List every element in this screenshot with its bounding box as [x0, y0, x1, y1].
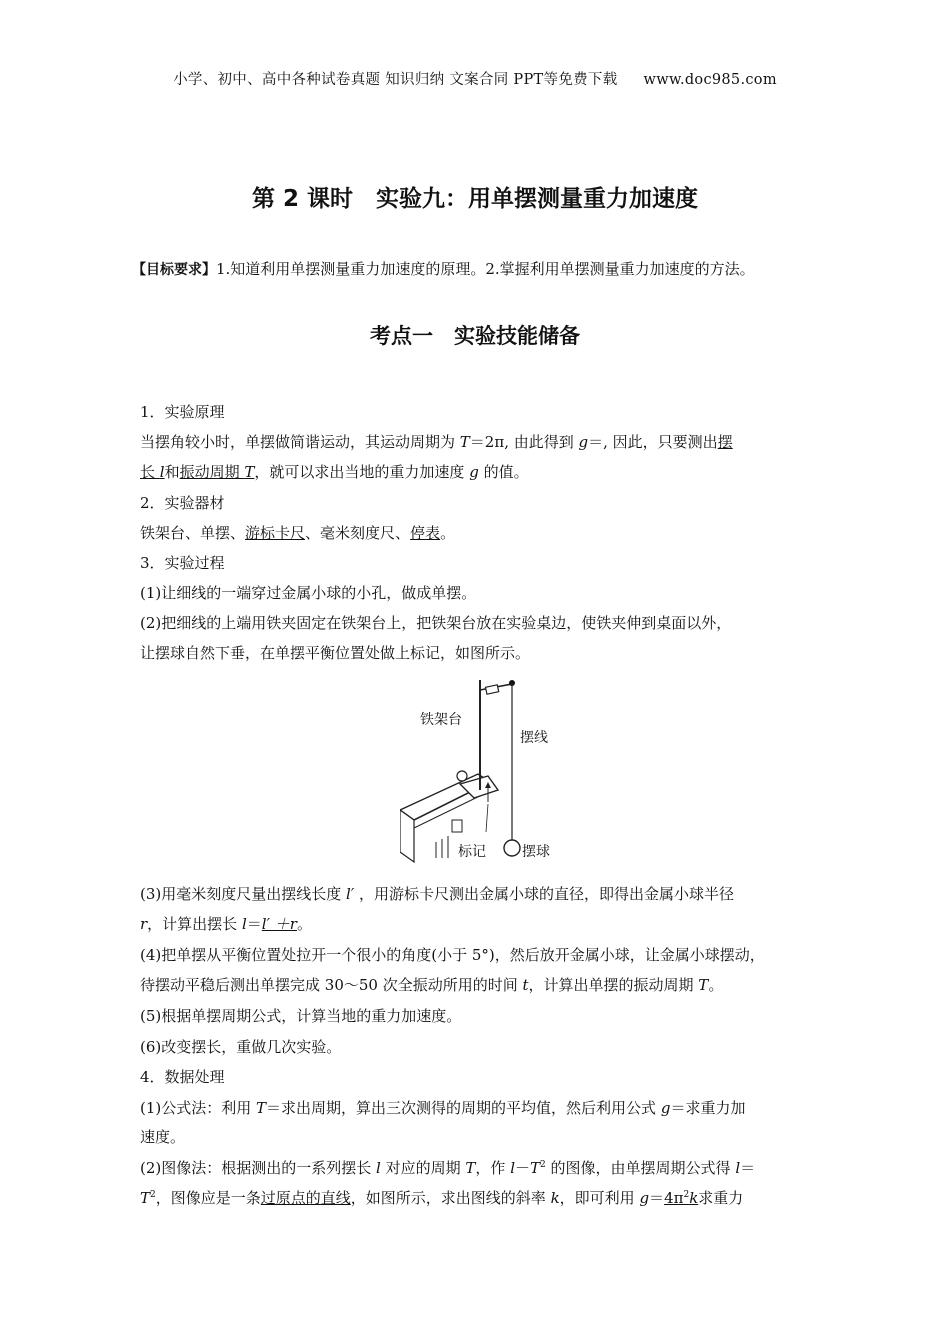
procedure-step-5: (5)根据单摆周期公式，计算当地的重力加速度。: [140, 1007, 462, 1025]
goal-tag: 【目标要求】: [132, 262, 216, 278]
var-T: T: [244, 463, 255, 481]
exponent: 2: [150, 1190, 156, 1200]
label-string: 摆线: [520, 730, 548, 746]
goal-line: [132, 258, 755, 279]
procedure-step-1: (1)让细线的一端穿过金属小球的小孔，做成单摆。: [140, 584, 477, 602]
underlined-text: 摆: [717, 433, 733, 451]
heading-equipment: 2．实验器材: [140, 494, 225, 512]
text: ＝求重力加: [670, 1099, 746, 1117]
label-ball: 摆球: [522, 844, 550, 860]
text: ，作: [475, 1159, 511, 1177]
procedure-step-6: (6)改变摆长，重做几次实验。: [140, 1038, 342, 1056]
text: ，如图所示，求出图线的斜率: [350, 1189, 551, 1207]
header-url[interactable]: www.doc985.com: [643, 72, 777, 88]
var-T: T: [256, 1099, 267, 1117]
text: ，即可利用: [559, 1189, 640, 1207]
underlined-straight-line: 过原点的直线: [260, 1189, 351, 1207]
mark-leader: [486, 804, 488, 832]
var-l: l: [735, 1159, 741, 1177]
text: 。: [708, 976, 724, 994]
underlined-pendulum-length: [140, 463, 165, 481]
label-mark: 标记: [458, 844, 486, 860]
text: ＝: [740, 1159, 756, 1177]
text: 求重力: [698, 1189, 744, 1207]
var-T: T: [459, 433, 470, 451]
page-header: [0, 68, 950, 89]
procedure-step-4a: (4)把单摆从平衡位置处拉开一个很小的角度(小于 5°)，然后放开金属小球，让金属小球摆动，: [140, 946, 765, 964]
var-l: l: [241, 915, 247, 933]
underlined-formula: l′ ＋r: [261, 915, 297, 933]
text: ＝: [246, 915, 262, 933]
var-l-prime: l′: [346, 885, 355, 903]
var-t: t: [522, 976, 529, 994]
text: 待摆动平稳后测出单摆完成 30～50 次全振动所用的时间: [140, 976, 523, 994]
procedure-step-4b: [140, 975, 723, 995]
var-k: k: [550, 1189, 560, 1207]
header-text: 小学、初中、高中各种试卷真题 知识归纳 文案合同 PPT等免费下载: [173, 72, 618, 88]
data-graph-line-1: [140, 1158, 755, 1178]
procedure-step-2b: 让摆球自然下垂，在单摆平衡位置处做上标记，如图所示。: [140, 644, 531, 662]
text: , 因此，只要测出: [603, 433, 718, 451]
heading-data-processing: 4．数据处理: [140, 1068, 225, 1086]
goal-text: 1.知道利用单摆测量重力加速度的原理。2.掌握利用单摆测量重力加速度的方法。: [216, 260, 755, 278]
pendulum-apparatus-figure: [400, 672, 570, 866]
data-graph-line-2: [140, 1188, 743, 1208]
base-screw: [457, 771, 467, 781]
text: (2)图像法：根据测出的一系列摆长: [140, 1159, 377, 1177]
principle-line-2: [140, 462, 529, 482]
text: －: [515, 1159, 531, 1177]
pendulum-bob: [504, 840, 520, 856]
data-formula-line-1: [140, 1098, 745, 1118]
text: 4π: [664, 1189, 684, 1207]
clamp-jaw: [486, 685, 499, 694]
text: ，图像应是一条: [155, 1189, 261, 1207]
text: , 由此得到: [504, 433, 579, 451]
equipment-line: [140, 523, 455, 543]
text: ＝: [588, 433, 604, 451]
var-g: g: [660, 1099, 671, 1117]
text: ，计算出单摆的振动周期: [528, 976, 699, 994]
text: 当摆角较小时，单摆做简谐运动，其运动周期为: [140, 433, 460, 451]
exponent: 2: [683, 1190, 690, 1200]
underlined-formula: [664, 1189, 698, 1207]
var-l: l: [159, 463, 165, 481]
text: (1)公式法：利用: [140, 1099, 257, 1117]
var-r: r: [140, 915, 148, 933]
text: (3)用毫米刻度尺量出摆线长度: [140, 885, 347, 903]
table-edge: [400, 810, 414, 862]
procedure-step-2a: (2)把细线的上端用铁夹固定在铁架台上，把铁架台放在实验桌边，使铁夹伸到桌面以外，: [140, 614, 732, 632]
procedure-step-3b: [140, 914, 312, 934]
text: 铁架台、单摆、: [140, 524, 246, 542]
text: ，就可以求出当地的重力加速度: [254, 463, 470, 481]
text: ＝求出周期，算出三次测得的周期的平均值，然后利用公式: [266, 1099, 661, 1117]
text: 和: [164, 463, 180, 481]
exponent: 2: [540, 1160, 546, 1170]
clamp-block: [452, 820, 462, 832]
var-l: l: [376, 1159, 381, 1177]
text: 的值。: [478, 463, 529, 481]
underlined-period: [180, 463, 255, 481]
text: ＝2π: [469, 433, 505, 451]
heading-procedure: 3．实验过程: [140, 554, 225, 572]
text: 长: [140, 463, 160, 481]
label-stand: 铁架台: [420, 712, 462, 728]
var-T: T: [698, 976, 709, 994]
text: 的图像，由单摆周期公式得: [545, 1159, 736, 1177]
principle-line-1: [140, 432, 733, 452]
var-T: T: [530, 1159, 541, 1177]
text: 、毫米刻度尺、: [305, 524, 411, 542]
underlined-vernier: 游标卡尺: [245, 524, 306, 542]
var-T: T: [465, 1159, 476, 1177]
text: ，计算出摆长: [147, 915, 242, 933]
text: 振动周期: [179, 463, 245, 481]
section-title: 考点一 实验技能储备: [370, 324, 580, 348]
data-formula-line-2: 速度。: [140, 1128, 186, 1146]
text: ＝: [649, 1189, 665, 1207]
page-title: 第 2 课时 实验九：用单摆测量重力加速度: [251, 186, 699, 212]
text: 。: [296, 915, 312, 933]
heading-principle: 1．实验原理: [140, 403, 225, 421]
var-g: g: [578, 433, 589, 451]
var-g: g: [469, 463, 479, 481]
procedure-step-3a: [140, 884, 734, 904]
text: 对应的周期: [380, 1159, 466, 1177]
var-l: l: [510, 1159, 515, 1177]
text: 。: [440, 524, 456, 542]
var-k: k: [689, 1189, 699, 1207]
var-g: g: [639, 1189, 650, 1207]
text: ，用游标卡尺测出金属小球的直径，即得出金属小球半径: [354, 885, 735, 903]
var-T: T: [140, 1189, 151, 1207]
underlined-stopwatch: 停表: [410, 524, 441, 542]
